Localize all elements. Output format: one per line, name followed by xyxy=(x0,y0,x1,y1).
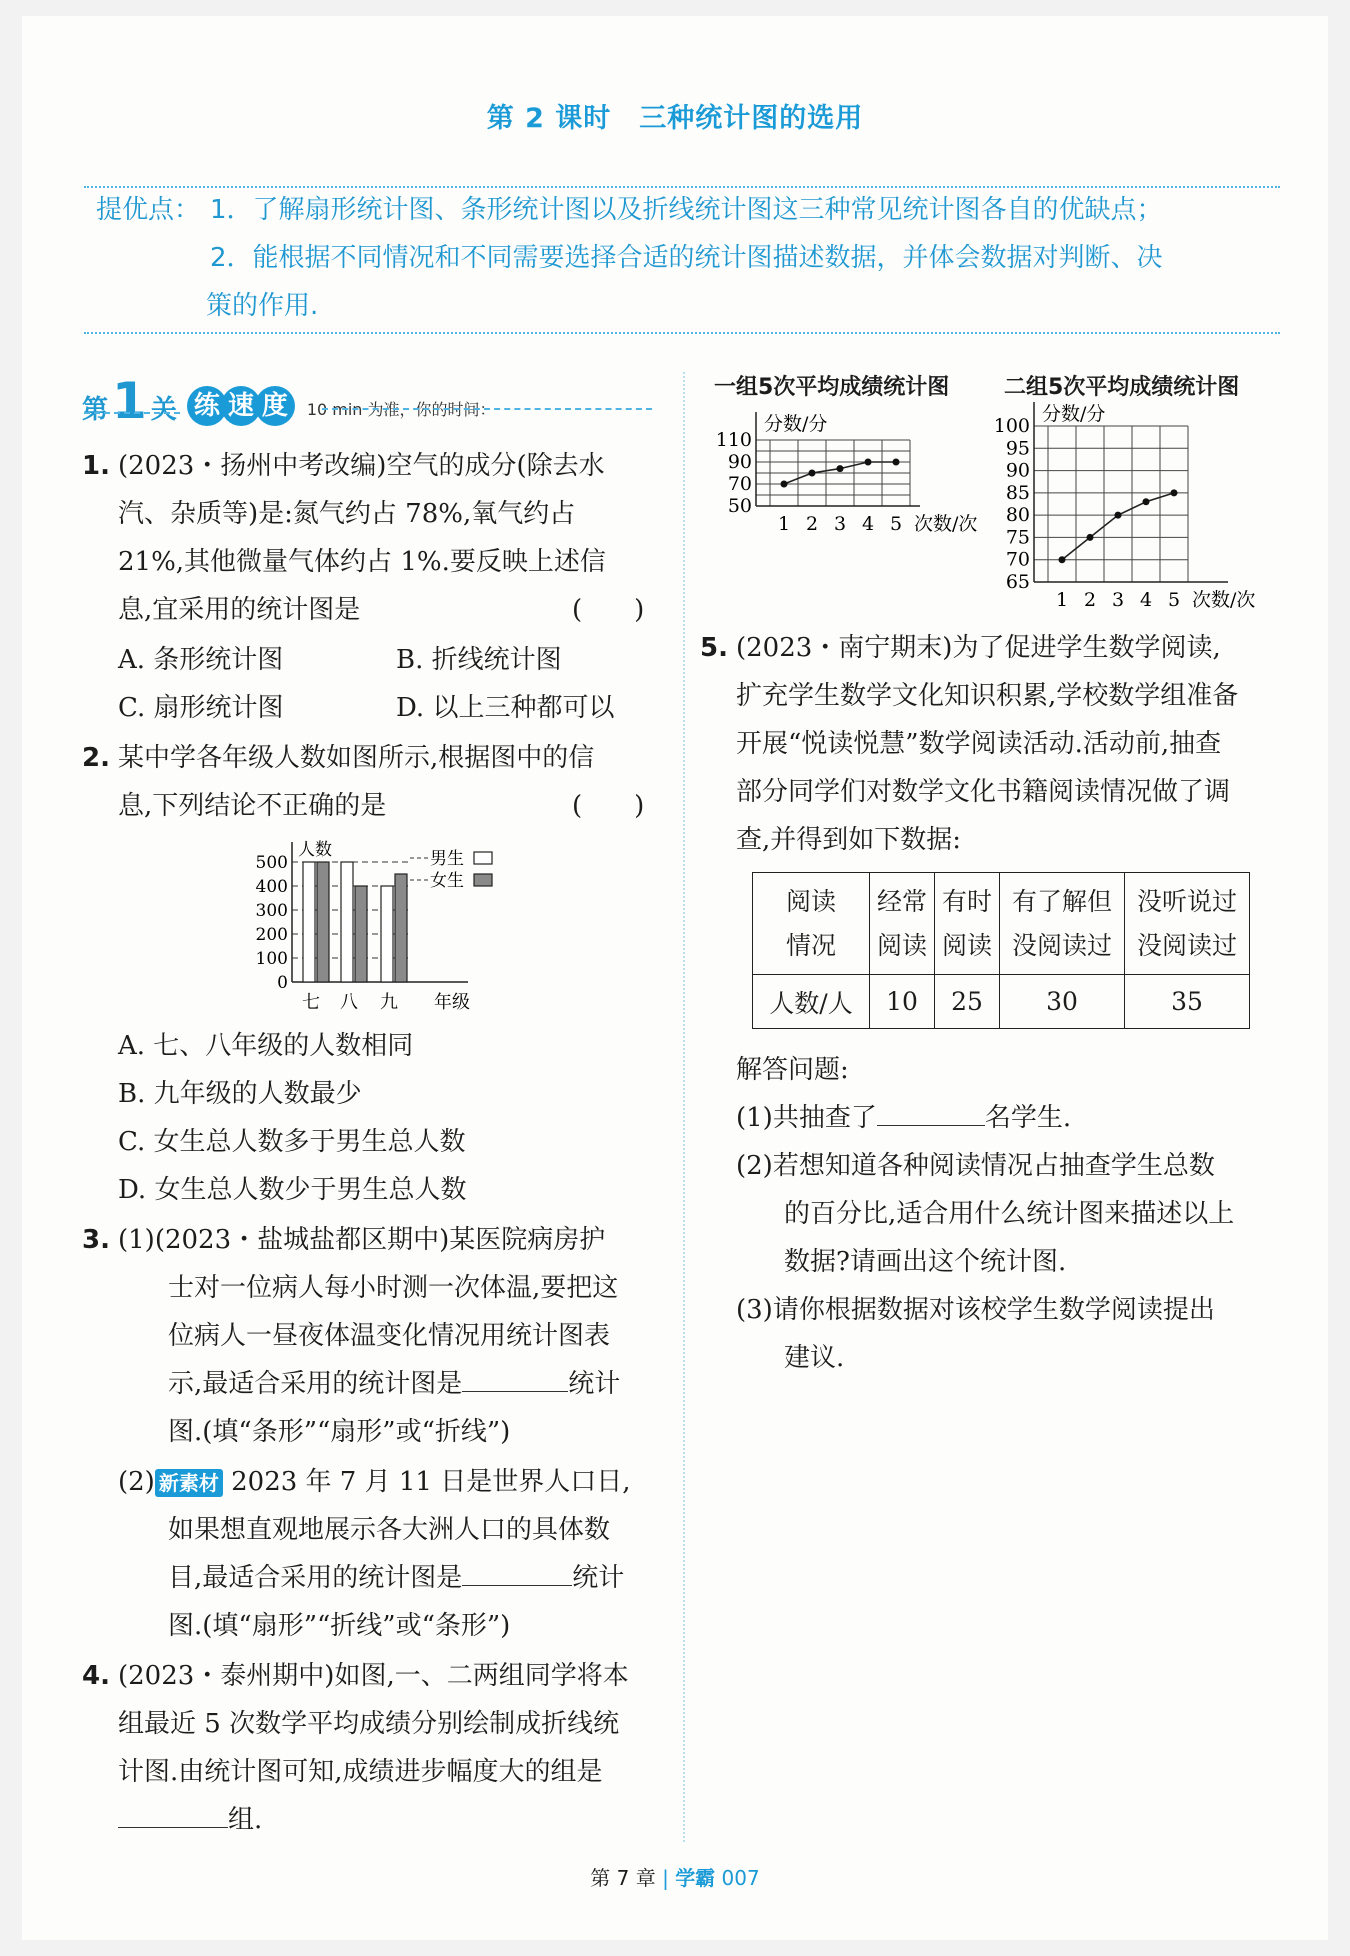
table-row-label: 人数/人 xyxy=(753,975,870,1029)
q2-number: 2. xyxy=(82,743,110,773)
y-tick-label: 200 xyxy=(255,925,288,945)
section-underline-left xyxy=(84,412,180,414)
legend-swatch xyxy=(474,852,492,864)
y-tick-label: 400 xyxy=(255,877,288,897)
q1-answer-paren: ( ) xyxy=(572,595,645,625)
legend-label: 男生 xyxy=(430,849,464,869)
q3-p1-line-3: 位病人一昼夜体温变化情况用统计图表 xyxy=(168,1321,611,1351)
y-tick-label: 500 xyxy=(255,853,288,873)
q1-option-a: A. 条形统计图 xyxy=(118,645,284,675)
q3-p2-line-2: 如果想直观地展示各大洲人口的具体数 xyxy=(168,1515,611,1545)
q5-line-3: 开展“悦读悦慧”数学阅读活动.活动前,抽查 xyxy=(736,729,1222,759)
section-time-note: 10 min 为准，你的时间： xyxy=(306,400,496,419)
y-tick-label: 0 xyxy=(277,973,288,993)
q5-sub3-line-2: 建议. xyxy=(784,1343,845,1373)
q4-line-3: 计图.由统计图可知,成绩进步幅度大的组是 xyxy=(118,1757,603,1787)
q4-blank xyxy=(118,1797,228,1828)
table-header-cell: 阅读 情况 xyxy=(753,873,870,975)
q5-sub1-blank xyxy=(877,1095,985,1126)
divider-goals xyxy=(84,332,1280,334)
new-material-tag: 新素材 xyxy=(155,1469,223,1497)
x-axis-label: 年级 xyxy=(434,992,470,1013)
x-tick-label: 八 xyxy=(340,992,358,1013)
q5-sub2-line-2: 的百分比,适合用什么统计图来描述以上 xyxy=(784,1199,1235,1229)
data-point xyxy=(1171,489,1178,496)
q3-p2-text: 2023 年 7 月 11 日是世界人口日, xyxy=(222,1467,631,1497)
y-tick-label: 70 xyxy=(727,473,752,495)
q1-line-4: 息,宜采用的统计图是 xyxy=(118,595,361,625)
legend-label: 女生 xyxy=(430,871,464,891)
q3-number: 3. xyxy=(82,1225,110,1255)
series-line xyxy=(1062,493,1174,560)
group2-line-chart xyxy=(994,400,1304,618)
q3-p1-line-2: 士对一位病人每小时测一次体温,要把这 xyxy=(168,1273,619,1303)
data-point xyxy=(1143,498,1150,505)
goal-2-line1: 2．能根据不同情况和不同需要选择合适的统计图描述数据，并体会数据对判断、决 xyxy=(210,243,1163,273)
q3-p2-line-3 xyxy=(168,1554,624,1602)
q1-line-2: 汽、杂质等)是:氮气约占 78%,氧气约占 xyxy=(118,499,576,529)
q5-line-1: (2023・南宁期末)为了促进学生数学阅读, xyxy=(736,633,1221,663)
q3-p2-line-4: 图.(填“扇形”“折线”或“条形”) xyxy=(168,1611,511,1641)
q3-p1-line-4 xyxy=(168,1360,620,1408)
y-tick-label: 50 xyxy=(727,495,752,517)
data-point xyxy=(1087,534,1094,541)
footer-brand: 学霸 xyxy=(675,1866,716,1890)
y-tick-label: 100 xyxy=(255,949,288,969)
bar-女生 xyxy=(355,886,367,982)
y-tick-label: 95 xyxy=(1005,437,1030,460)
q1-option-c: C. 扇形统计图 xyxy=(118,693,284,723)
data-point xyxy=(1059,556,1066,563)
table-cell: 30 xyxy=(1000,975,1125,1029)
q2-line-2: 息,下列结论不正确的是 xyxy=(118,791,387,821)
table-header-cell: 经常 阅读 xyxy=(870,873,935,975)
x-tick-label: 5 xyxy=(890,513,903,535)
y-axis-label: 分数/分 xyxy=(764,413,828,435)
reading-survey-table xyxy=(752,872,1250,1029)
q4-line-1: (2023・泰州期中)如图,一、二两组同学将本 xyxy=(118,1661,629,1691)
chart2-title: 二组5次平均成绩统计图 xyxy=(1004,375,1240,400)
q3-p1-blank xyxy=(462,1361,568,1392)
y-tick-label: 65 xyxy=(1005,571,1030,593)
q5-sub1 xyxy=(736,1094,1071,1142)
section-pill-3: 度 xyxy=(255,386,295,426)
q3-p1-line-1: (1)(2023・盐城盐都区期中)某医院病房护 xyxy=(118,1225,606,1255)
x-tick-label: 1 xyxy=(778,513,791,535)
x-tick-label: 九 xyxy=(380,992,398,1013)
q2-line-1: 某中学各年级人数如图所示,根据图中的信 xyxy=(118,743,595,773)
section-number: 1 xyxy=(112,372,147,430)
q5-line-5: 查,并得到如下数据: xyxy=(736,825,962,855)
q5-line-4: 部分同学们对数学文化书籍阅读情况做了调 xyxy=(736,777,1231,807)
data-point xyxy=(781,481,788,488)
q2-answer-paren: ( ) xyxy=(572,791,645,821)
goals-label: 提优点： xyxy=(96,195,201,225)
table-cell: 10 xyxy=(870,975,935,1029)
q5-number: 5. xyxy=(700,633,728,663)
x-axis-label: 次数/次 xyxy=(914,513,978,535)
q2-option-b: B. 九年级的人数最少 xyxy=(118,1079,362,1109)
q3-p1-text: 示,最适合采用的统计图是 xyxy=(168,1369,463,1399)
bar-女生 xyxy=(395,874,407,982)
data-point xyxy=(893,459,900,466)
y-axis-label: 人数 xyxy=(298,840,332,860)
q1-line-1: (2023・扬州中考改编)空气的成分(除去水 xyxy=(118,451,605,481)
grade-bar-chart xyxy=(250,838,520,1020)
footer-sep: | xyxy=(662,1866,669,1890)
q3-p2-tail: 统计 xyxy=(572,1563,625,1593)
q4-number: 4. xyxy=(82,1661,110,1691)
q5-sub2-line-1: (2)若想知道各种阅读情况占抽查学生总数 xyxy=(736,1151,1215,1181)
legend-swatch xyxy=(474,874,492,886)
table-header-cell: 有时 阅读 xyxy=(935,873,1000,975)
y-tick-label: 70 xyxy=(1005,548,1030,571)
y-tick-label: 75 xyxy=(1005,526,1030,549)
q2-option-d: D. 女生总人数少于男生总人数 xyxy=(118,1175,467,1205)
goal-2-line2: 策的作用. xyxy=(206,291,319,321)
q5-sub3-line-1: (3)请你根据数据对该校学生数学阅读提出 xyxy=(736,1295,1215,1325)
x-tick-label: 3 xyxy=(1112,589,1125,611)
q3-p2-prefix: (2) xyxy=(118,1467,155,1497)
lesson-title: 第 2 课时 三种统计图的选用 xyxy=(486,103,864,134)
y-tick-label: 80 xyxy=(1005,504,1030,527)
q1-number: 1. xyxy=(82,451,110,481)
data-point xyxy=(865,459,872,466)
page-footer xyxy=(0,1862,1350,1891)
x-tick-label: 5 xyxy=(1168,589,1181,611)
bar-男生 xyxy=(381,886,393,982)
q1-line-3: 21%,其他微量气体约占 1%.要反映上述信 xyxy=(118,547,606,577)
footer-page-number: 007 xyxy=(721,1866,760,1890)
q1-option-d: D. 以上三种都可以 xyxy=(396,693,615,723)
section-header xyxy=(82,366,496,430)
section-di: 第 xyxy=(82,395,109,425)
section-underline-right xyxy=(322,408,652,410)
q2-option-a: A. 七、八年级的人数相同 xyxy=(118,1031,414,1061)
x-tick-label: 1 xyxy=(1056,589,1069,611)
x-tick-label: 4 xyxy=(862,513,875,535)
chart1-title: 一组5次平均成绩统计图 xyxy=(714,375,950,400)
bar-男生 xyxy=(341,862,353,982)
q3-p1-line-5: 图.(填“条形”“扇形”或“折线”) xyxy=(168,1417,511,1447)
data-point xyxy=(809,470,816,477)
y-tick-label: 85 xyxy=(1005,481,1030,504)
x-tick-label: 2 xyxy=(806,513,819,535)
q4-line-4 xyxy=(118,1796,262,1844)
q5-sub1-text: (1)共抽查了 xyxy=(736,1103,877,1133)
y-tick-label: 90 xyxy=(1005,459,1030,482)
table-cell: 35 xyxy=(1125,975,1250,1029)
q5-line-2: 扩充学生数学文化知识积累,学校数学组准备 xyxy=(736,681,1239,711)
table-header-row xyxy=(753,873,1250,975)
q4-tail: 组. xyxy=(228,1805,263,1835)
y-tick-label: 100 xyxy=(994,415,1030,437)
x-tick-label: 3 xyxy=(834,513,847,535)
table-header-cell: 有了解但 没阅读过 xyxy=(1000,873,1125,975)
column-separator xyxy=(683,372,685,1842)
bar-女生 xyxy=(317,862,329,982)
q3-p1-tail: 统计 xyxy=(568,1369,621,1399)
table-row xyxy=(753,975,1250,1029)
table-header-cell: 没听说过 没阅读过 xyxy=(1125,873,1250,975)
data-point xyxy=(837,465,844,472)
q3-p2-text-3: 目,最适合采用的统计图是 xyxy=(168,1563,463,1593)
table-cell: 25 xyxy=(935,975,1000,1029)
q5-sub1-tail: 名学生. xyxy=(984,1103,1072,1133)
group1-line-chart xyxy=(712,410,1008,546)
y-tick-label: 300 xyxy=(255,901,288,921)
x-tick-label: 2 xyxy=(1084,589,1097,611)
data-point xyxy=(1115,512,1122,519)
section-pill-2: 速 xyxy=(221,386,261,426)
q3-p2-blank xyxy=(462,1555,572,1586)
q4-line-2: 组最近 5 次数学平均成绩分别绘制成折线统 xyxy=(118,1709,620,1739)
y-axis-label: 分数/分 xyxy=(1042,403,1106,425)
x-tick-label: 4 xyxy=(1140,589,1153,611)
section-pill-1: 练 xyxy=(187,386,227,426)
x-tick-label: 七 xyxy=(302,992,320,1013)
q1-option-b: B. 折线统计图 xyxy=(396,645,562,675)
y-tick-label: 110 xyxy=(715,429,752,451)
q2-option-c: C. 女生总人数多于男生总人数 xyxy=(118,1127,466,1157)
bar-男生 xyxy=(303,862,315,982)
q3-p2-line-1 xyxy=(118,1458,631,1506)
footer-chapter: 第 7 章 xyxy=(590,1866,656,1890)
x-axis-label: 次数/次 xyxy=(1192,589,1256,611)
q5-sub2-line-3: 数据?请画出这个统计图. xyxy=(784,1247,1067,1277)
goal-1: 1．了解扇形统计图、条形统计图以及折线统计图这三种常见统计图各自的优缺点； xyxy=(210,195,1163,225)
section-guan: 关 xyxy=(150,395,177,425)
q5-answer-intro: 解答问题: xyxy=(736,1055,849,1085)
y-tick-label: 90 xyxy=(727,451,752,473)
